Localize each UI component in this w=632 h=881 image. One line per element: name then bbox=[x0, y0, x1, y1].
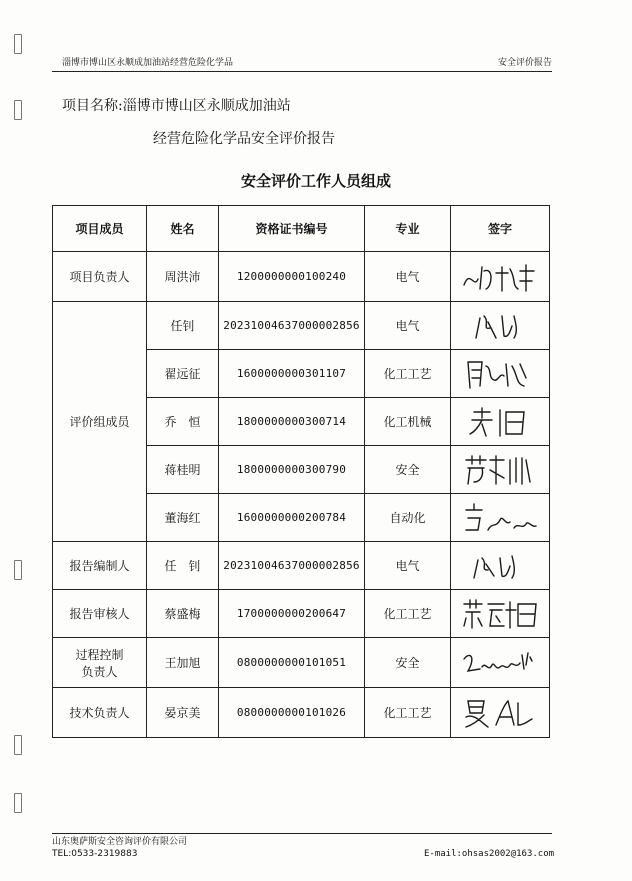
cert-cell: 1600000000301107 bbox=[219, 350, 365, 398]
role-cell: 评价组成员 bbox=[53, 302, 147, 542]
signature-text bbox=[451, 302, 452, 303]
signature-cell bbox=[451, 398, 550, 446]
signature-text bbox=[451, 688, 452, 689]
header-cell: 签字 bbox=[451, 206, 550, 252]
signature-mark bbox=[460, 500, 540, 536]
major-cell: 化工工艺 bbox=[365, 688, 451, 738]
table-header-row bbox=[53, 206, 550, 252]
binder-mark bbox=[14, 735, 22, 755]
signature-text bbox=[451, 590, 452, 591]
signature-text bbox=[451, 542, 452, 543]
footer-company: 山东奥萨斯安全咨询评价有限公司 bbox=[52, 837, 188, 847]
name-cell: 王加旭 bbox=[147, 638, 219, 688]
signature-cell bbox=[451, 542, 550, 590]
major-cell: 安全 bbox=[365, 446, 451, 494]
project-line-1 bbox=[62, 95, 291, 115]
major-cell: 化工工艺 bbox=[365, 590, 451, 638]
signature-cell bbox=[451, 638, 550, 688]
major-cell: 化工机械 bbox=[365, 398, 451, 446]
signature-cell bbox=[451, 590, 550, 638]
name-cell: 翟远征 bbox=[147, 350, 219, 398]
header-cell: 项目成员 bbox=[53, 206, 147, 252]
role-cell: 报告审核人 bbox=[53, 590, 147, 638]
signature-cell bbox=[451, 446, 550, 494]
table-row bbox=[53, 542, 550, 590]
signature-text bbox=[451, 350, 452, 351]
role-cell: 项目负责人 bbox=[53, 252, 147, 302]
cert-cell: 20231004637000002856 bbox=[219, 302, 365, 350]
name-cell: 任钊 bbox=[147, 302, 219, 350]
header-rule bbox=[52, 71, 552, 72]
role-cell: 报告编制人 bbox=[53, 542, 147, 590]
signature-mark bbox=[460, 645, 540, 681]
signature-cell bbox=[451, 494, 550, 542]
table-row bbox=[53, 590, 550, 638]
page-header bbox=[52, 56, 552, 70]
cert-cell: 1600000000200784 bbox=[219, 494, 365, 542]
signature-cell bbox=[451, 688, 550, 738]
major-cell: 电气 bbox=[365, 252, 451, 302]
table-row bbox=[53, 302, 550, 350]
cert-cell: 0800000000101026 bbox=[219, 688, 365, 738]
major-cell: 电气 bbox=[365, 542, 451, 590]
page-title: 安全评价工作人员组成 bbox=[240, 172, 391, 190]
signature-text bbox=[451, 638, 452, 639]
signature-cell bbox=[451, 252, 550, 302]
major-cell: 化工工艺 bbox=[365, 350, 451, 398]
binder-mark bbox=[14, 793, 22, 813]
major-cell: 安全 bbox=[365, 638, 451, 688]
major-cell: 电气 bbox=[365, 302, 451, 350]
cert-cell: 0800000000101051 bbox=[219, 638, 365, 688]
signature-mark bbox=[460, 548, 540, 584]
major-cell: 自动化 bbox=[365, 494, 451, 542]
role-cell bbox=[53, 638, 147, 688]
table-row bbox=[53, 638, 550, 688]
header-cell: 资格证书编号 bbox=[219, 206, 365, 252]
cert-cell: 1800000000300714 bbox=[219, 398, 365, 446]
signature-mark bbox=[460, 356, 540, 392]
signature-text bbox=[451, 494, 452, 495]
signature-text bbox=[451, 398, 452, 399]
name-cell: 任 钊 bbox=[147, 542, 219, 590]
project-name-1: 淄博市博山区永顺成加油站 bbox=[122, 98, 291, 114]
signature-mark bbox=[460, 452, 540, 488]
signature-mark bbox=[460, 308, 540, 344]
signature-mark bbox=[460, 695, 540, 731]
cert-cell: 1800000000300790 bbox=[219, 446, 365, 494]
footer-email: E-mail:ohsas2002@163.com bbox=[424, 849, 555, 859]
header-left: 淄博市博山区永顺成加油站经营危险化学品 bbox=[62, 58, 234, 68]
binder-mark bbox=[14, 560, 22, 580]
header-cell: 专业 bbox=[365, 206, 451, 252]
name-cell: 乔 恒 bbox=[147, 398, 219, 446]
name-cell: 董海红 bbox=[147, 494, 219, 542]
cert-cell: 20231004637000002856 bbox=[219, 542, 365, 590]
signature-cell bbox=[451, 350, 550, 398]
name-cell: 晏京美 bbox=[147, 688, 219, 738]
header-right: 安全评价报告 bbox=[497, 58, 552, 68]
footer-rule bbox=[52, 833, 552, 834]
signature-text bbox=[451, 446, 452, 447]
project-name-2: 经营危险化学品安全评价报告 bbox=[153, 131, 335, 147]
signature-text bbox=[451, 252, 452, 253]
cert-cell: 1200000000100240 bbox=[219, 252, 365, 302]
table-row bbox=[53, 688, 550, 738]
role-line-2: 负责人 bbox=[81, 664, 118, 679]
name-cell: 蒋桂明 bbox=[147, 446, 219, 494]
signature-cell bbox=[451, 302, 550, 350]
name-cell: 蔡盛梅 bbox=[147, 590, 219, 638]
cert-cell: 1700000000200647 bbox=[219, 590, 365, 638]
project-label: 项目名称: bbox=[62, 98, 123, 114]
name-cell: 周洪沛 bbox=[147, 252, 219, 302]
binder-mark bbox=[14, 34, 22, 54]
staff-table bbox=[52, 205, 550, 738]
role-line-1: 过程控制 bbox=[75, 647, 124, 662]
signature-mark bbox=[460, 596, 540, 632]
signature-mark bbox=[460, 404, 540, 440]
role-cell: 技术负责人 bbox=[53, 688, 147, 738]
table-row bbox=[53, 252, 550, 302]
signature-mark bbox=[460, 259, 540, 295]
footer-tel: TEL:0533-2319883 bbox=[52, 849, 138, 859]
binder-mark bbox=[14, 100, 22, 120]
header-cell: 姓名 bbox=[147, 206, 219, 252]
